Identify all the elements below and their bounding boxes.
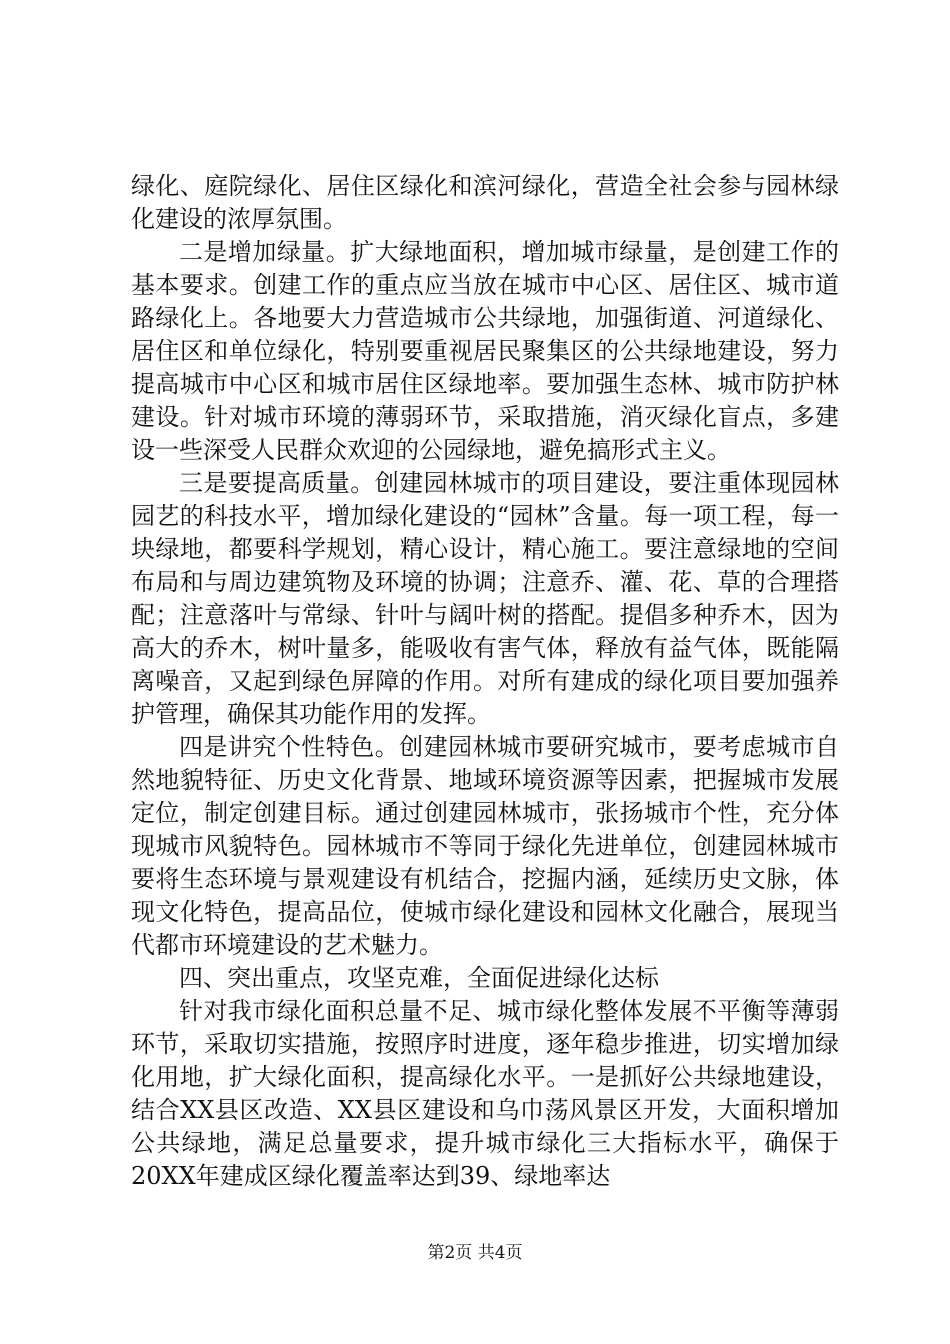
paragraph: 四是讲究个性特色。创建园林城市要研究城市，要考虑城市自然地貌特征、历史文化背景、地域环境资源等因素，把握城市发展定位，制定创建目标。通过创建园林城市，张扬城市个性，充分体现城市风貌特色。园林城市不等同于绿化先进单位，创建园林城市要将生态环境与景观建设有机结合，挖掘内涵，延续历史文脉，体现文化特色，提高品位，使城市绿化建设和园林文化融合，展现当代都市环境建设的艺术魅力。 [131, 733, 839, 959]
paragraph: 针对我市绿化面积总量不足、城市绿化整体发展不平衡等薄弱环节，采取切实措施，按照序时进度，逐年稳步推进，切实增加绿化用地，扩大绿化面积，提高绿化水平。一是抓好公共绿地建设，结合XX县区改造、XX县区建设和乌巾荡风景区开发，大面积增加公共绿地，满足总量要求，提升城市绿化三大指标水平，确保于20XX年建成区绿化覆盖率达到39、绿地率达 [131, 997, 839, 1190]
page-number-label: 第2页 共4页 [427, 1243, 523, 1263]
paragraph: 绿化、庭院绿化、居住区绿化和滨河绿化，营造全社会参与园林绿化建设的浓厚氛围。 [131, 172, 839, 233]
paragraph: 三是要提高质量。创建园林城市的项目建设，要注重体现园林园艺的科技水平，增加绿化建设的“园林”含量。每一项工程，每一块绿地，都要科学规划，精心设计，精心施工。要注意绿地的空间布局和与周边建筑物及环境的协调；注意乔、灌、花、草的合理搭配；注意落叶与常绿、针叶与阔叶树的搭配。提倡多种乔木，因为高大的乔木，树叶量多，能吸收有害气体，释放有益气体，既能隔离噪音，又起到绿色屏障的作用。对所有建成的绿化项目要加强养护管理，确保其功能作用的发挥。 [131, 469, 839, 728]
page-footer [0, 1243, 950, 1263]
paragraph: 二是增加绿量。扩大绿地面积，增加城市绿量，是创建工作的基本要求。创建工作的重点应当放在城市中心区、居住区、城市道路绿化上。各地要大力营造城市公共绿地，加强街道、河道绿化、居住区和单位绿化，特别要重视居民聚集区的公共绿地建设，努力提高城市中心区和城市居住区绿地率。要加强生态林、城市防护林建设。针对城市环境的薄弱环节，采取措施，消灭绿化盲点，多建设一些深受人民群众欢迎的公园绿地，避免搞形式主义。 [131, 238, 839, 464]
document-body [131, 170, 839, 1193]
section-heading: 四、突出重点，攻坚克难，全面促进绿化达标 [179, 964, 659, 992]
